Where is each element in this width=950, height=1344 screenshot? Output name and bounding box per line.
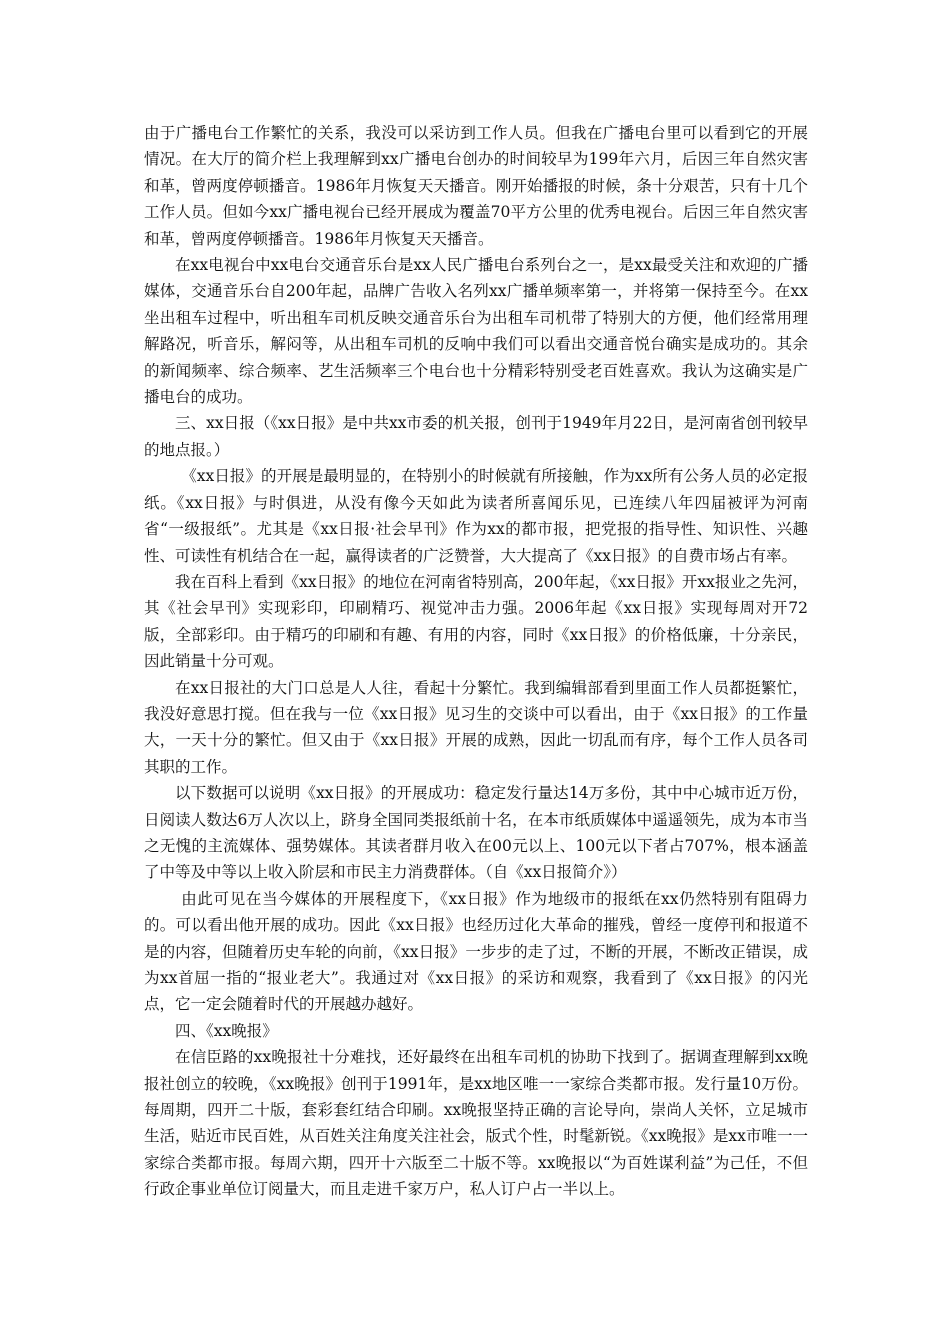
paragraph-daily-development: 《xx日报》的开展是最明显的，在特别小的时候就有所接触，作为xx所有公务人员的必定报纸。《xx日报》与时俱进，从没有像今天如此为读者所喜闻乐见，已连续八年四届被评为河南省“一级报纸”。尤其是《xx日报·社会早刊》作为xx的都市报，把党报的指导性、知识性、兴趣性、可读性有机结合在一起，赢得读者的广泛赞誉，大大提高了《xx日报》的自费市场占有率。 <box>144 467 808 565</box>
paragraph-section-four-heading: 四、《xx晚报》 <box>175 1021 278 1040</box>
paragraph-radio-intro: 由于广播电台工作繁忙的关系，我没可以采访到工作人员。但我在广播电台里可以看到它的开展情况。在大厅的简介栏上我理解到xx广播电台创办的时间较早为199年六月，后因三年自然灾害和革，曾两度停顿播音。1986年月恢复天天播音。刚开始播报的时候，条十分艰苦，只有十几个工作人员。但如今xx广播电视台已经开展成为覆盖70平方公里的优秀电视台。后因三年自然灾害和革，曾两度停顿播音。1986年月恢复天天播音。 <box>144 124 808 248</box>
paragraph-daily-office-visit: 在xx日报社的大门口总是人人往，看起十分繁忙。我到编辑部看到里面工作人员都挺繁忙，我没好意思打搅。但在我与一位《xx日报》见习生的交谈中可以看出，由于《xx日报》的工作量大，一天十分的繁忙。但又由于《xx日报》开展的成熟，因此一切乱而有序，每个工作人员各司其职的工作。 <box>144 678 808 776</box>
paragraph-evening-paper: 在信臣路的xx晚报社十分难找，还好最终在出租车司机的协助下找到了。据调查理解到xx晚报社创立的较晚，《xx晚报》创刊于1991年，是xx地区唯一一家综合类都市报。发行量10万份。每周期，四开二十版，套彩套红结合印刷。xx晚报坚持正确的言论导向，崇尚人关怀，立足城市生活，贴近市民百姓，从百姓关注角度关注社会，版式个性，时髦新锐。《xx晚报》是xx市唯一一家综合类都市报。每周六期，四开十六版至二十版不等。xx晚报以“为百姓谋利益”为己任，不但行政企事业单位订阅量大，而且走进千家万户，私人订户占一半以上。 <box>144 1048 808 1199</box>
document-body <box>144 120 808 1203</box>
paragraph-section-three-heading: 三、xx日报（《xx日报》是中共xx市委的机关报，创刊于1949年月22日，是河南省创刊较早的地点报。） <box>144 414 808 459</box>
paragraph-daily-conclusion: 由此可见在当今媒体的开展程度下，《xx日报》作为地级市的报纸在xx仍然特别有阻碍力的。可以看出他开展的成功。因此《xx日报》也经历过化大革命的摧残，曾经一度停刊和报道不是的内容，但随着历史车轮的向前，《xx日报》一步步的走了过，不断的开展，不断改正错误，成为xx首屈一指的“报业老大”。我通过对《xx日报》的采访和观察，我看到了《xx日报》的闪光点，它一定会随着时代的开展越办越好。 <box>144 889 808 1014</box>
paragraph-daily-statistics: 以下数据可以说明《xx日报》的开展成功：稳定发行量达14万多份，其中中心城市近万份，日阅读人数达6万人次以上，跻身全国同类报纸前十名，在本市纸质媒体中遥遥领先，成为本市当之无愧的主流媒体、强势媒体。其读者群月收入在00元以上、100元以下者占707%，根本涵盖了中等及中等以上收入阶层和市民主力消费群体。（自《xx日报简介》） <box>144 784 808 882</box>
paragraph-daily-status: 我在百科上看到《xx日报》的地位在河南省特别高，200年起，《xx日报》开xx报业之先河，其《社会早刊》实现彩印，印刷精巧、视觉冲击力强。2006年起《xx日报》实现每周对开72版，全部彩印。由于精巧的印刷和有趣、有用的内容，同时《xx日报》的价格低廉，十分亲民，因此销量十分可观。 <box>144 572 808 671</box>
paragraph-traffic-music-station: 在xx电视台中xx电台交通音乐台是xx人民广播电台系列台之一，是xx最受关注和欢迎的广播媒体，交通音乐台自200年起，品牌广告收入名列xx广播单频率第一，并将第一保持至今。在xx坐出租车过程中，听出租车司机反映交通音乐台为出租车司机带了特别大的方便，他们经常用理解路况，听音乐，解闷等，从出租车司机的反响中我们可以看出交通音悦台确实是成功的。其余的新闻频率、综合频率、艺生活频率三个电台也十分精彩特别受老百姓喜欢。我认为这确实是广播电台的成功。 <box>144 256 808 407</box>
